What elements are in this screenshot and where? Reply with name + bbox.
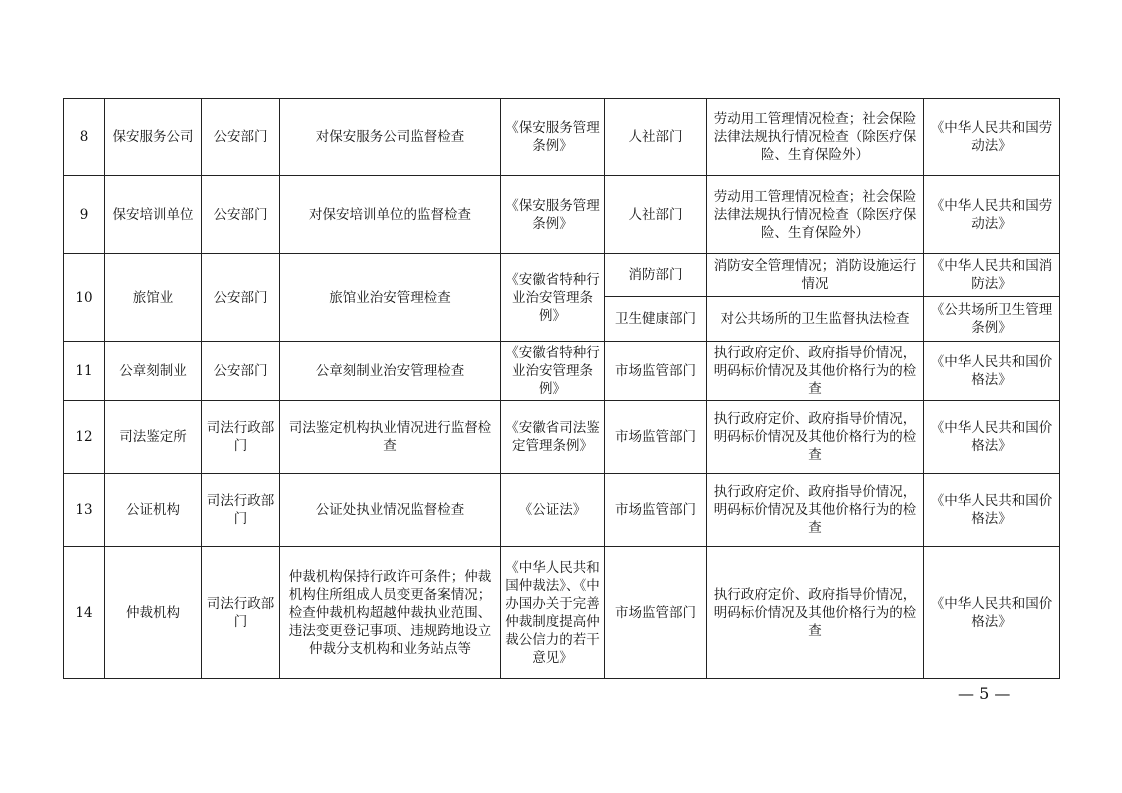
legal-basis-cell: 《公证法》: [501, 474, 605, 547]
entity-cell: 仲裁机构: [105, 547, 202, 679]
page-number: — 5 —: [958, 684, 1011, 703]
legal-basis-cell: 《保安服务管理条例》: [501, 176, 605, 254]
joint-basis-cell: 《中华人民共和国价格法》: [924, 474, 1060, 547]
joint-check-cell: 劳动用工管理情况检查；社会保险法律法规执行情况检查（除医疗保险、生育保险外）: [707, 176, 924, 254]
legal-basis-cell: 《安徽省特种行业治安管理条例》: [501, 342, 605, 401]
entity-cell: 公证机构: [105, 474, 202, 547]
joint-check-cell: 劳动用工管理情况检查；社会保险法律法规执行情况检查（除医疗保险、生育保险外）: [707, 99, 924, 176]
joint-check-cell: 执行政府定价、政府指导价情况，明码标价情况及其他价格行为的检查: [707, 547, 924, 679]
row-number: 8: [64, 99, 105, 176]
table-row: [64, 474, 1060, 547]
check-content-cell: 旅馆业治安管理检查: [280, 254, 501, 342]
legal-basis-cell: 《中华人民共和国仲裁法》、《中办国办关于完善仲裁制度提高仲裁公信力的若干意见》: [501, 547, 605, 679]
check-content-cell: 对保安培训单位的监督检查: [280, 176, 501, 254]
entity-cell: 公章刻制业: [105, 342, 202, 401]
joint-dept-cell: 卫生健康部门: [605, 297, 707, 342]
entity-cell: 保安服务公司: [105, 99, 202, 176]
legal-basis-cell: 《保安服务管理条例》: [501, 99, 605, 176]
joint-dept-cell: 市场监管部门: [605, 342, 707, 401]
entity-cell: 保安培训单位: [105, 176, 202, 254]
table-row: [64, 254, 1060, 297]
row-number: 12: [64, 401, 105, 474]
joint-dept-cell: 市场监管部门: [605, 547, 707, 679]
joint-check-cell: 执行政府定价、政府指导价情况，明码标价情况及其他价格行为的检查: [707, 474, 924, 547]
table-row: [64, 176, 1060, 254]
row-number: 9: [64, 176, 105, 254]
joint-dept-cell: 市场监管部门: [605, 401, 707, 474]
joint-dept-cell: 消防部门: [605, 254, 707, 297]
lead-dept-cell: 司法行政部门: [202, 401, 280, 474]
check-content-cell: 仲裁机构保持行政许可条件；仲裁机构住所组成人员变更备案情况；检查仲裁机构超越仲裁执业范围、违法变更登记事项、违规跨地设立仲裁分支机构和业务站点等: [280, 547, 501, 679]
check-content-cell: 公章刻制业治安管理检查: [280, 342, 501, 401]
joint-dept-cell: 市场监管部门: [605, 474, 707, 547]
joint-check-cell: 执行政府定价、政府指导价情况，明码标价情况及其他价格行为的检查: [707, 342, 924, 401]
table-row: [64, 547, 1060, 679]
table-row: [64, 99, 1060, 176]
lead-dept-cell: 公安部门: [202, 342, 280, 401]
row-number: 11: [64, 342, 105, 401]
row-number: 10: [64, 254, 105, 342]
joint-basis-cell: 《中华人民共和国价格法》: [924, 547, 1060, 679]
lead-dept-cell: 公安部门: [202, 99, 280, 176]
lead-dept-cell: 公安部门: [202, 254, 280, 342]
joint-basis-cell: 《中华人民共和国消防法》: [924, 254, 1060, 297]
lead-dept-cell: 公安部门: [202, 176, 280, 254]
lead-dept-cell: 司法行政部门: [202, 547, 280, 679]
joint-basis-cell: 《公共场所卫生管理条例》: [924, 297, 1060, 342]
joint-basis-cell: 《中华人民共和国劳动法》: [924, 176, 1060, 254]
joint-check-cell: 执行政府定价、政府指导价情况，明码标价情况及其他价格行为的检查: [707, 401, 924, 474]
entity-cell: 司法鉴定所: [105, 401, 202, 474]
entity-cell: 旅馆业: [105, 254, 202, 342]
table-row: [64, 401, 1060, 474]
joint-basis-cell: 《中华人民共和国劳动法》: [924, 99, 1060, 176]
row-number: 14: [64, 547, 105, 679]
row-number: 13: [64, 474, 105, 547]
check-content-cell: 对保安服务公司监督检查: [280, 99, 501, 176]
joint-basis-cell: 《中华人民共和国价格法》: [924, 401, 1060, 474]
joint-dept-cell: 人社部门: [605, 99, 707, 176]
inspection-table: [63, 98, 1060, 679]
check-content-cell: 司法鉴定机构执业情况进行监督检查: [280, 401, 501, 474]
table-row: [64, 342, 1060, 401]
legal-basis-cell: 《安徽省特种行业治安管理条例》: [501, 254, 605, 342]
joint-check-cell: 对公共场所的卫生监督执法检查: [707, 297, 924, 342]
joint-check-cell: 消防安全管理情况；消防设施运行情况: [707, 254, 924, 297]
lead-dept-cell: 司法行政部门: [202, 474, 280, 547]
check-content-cell: 公证处执业情况监督检查: [280, 474, 501, 547]
joint-basis-cell: 《中华人民共和国价格法》: [924, 342, 1060, 401]
joint-dept-cell: 人社部门: [605, 176, 707, 254]
legal-basis-cell: 《安徽省司法鉴定管理条例》: [501, 401, 605, 474]
